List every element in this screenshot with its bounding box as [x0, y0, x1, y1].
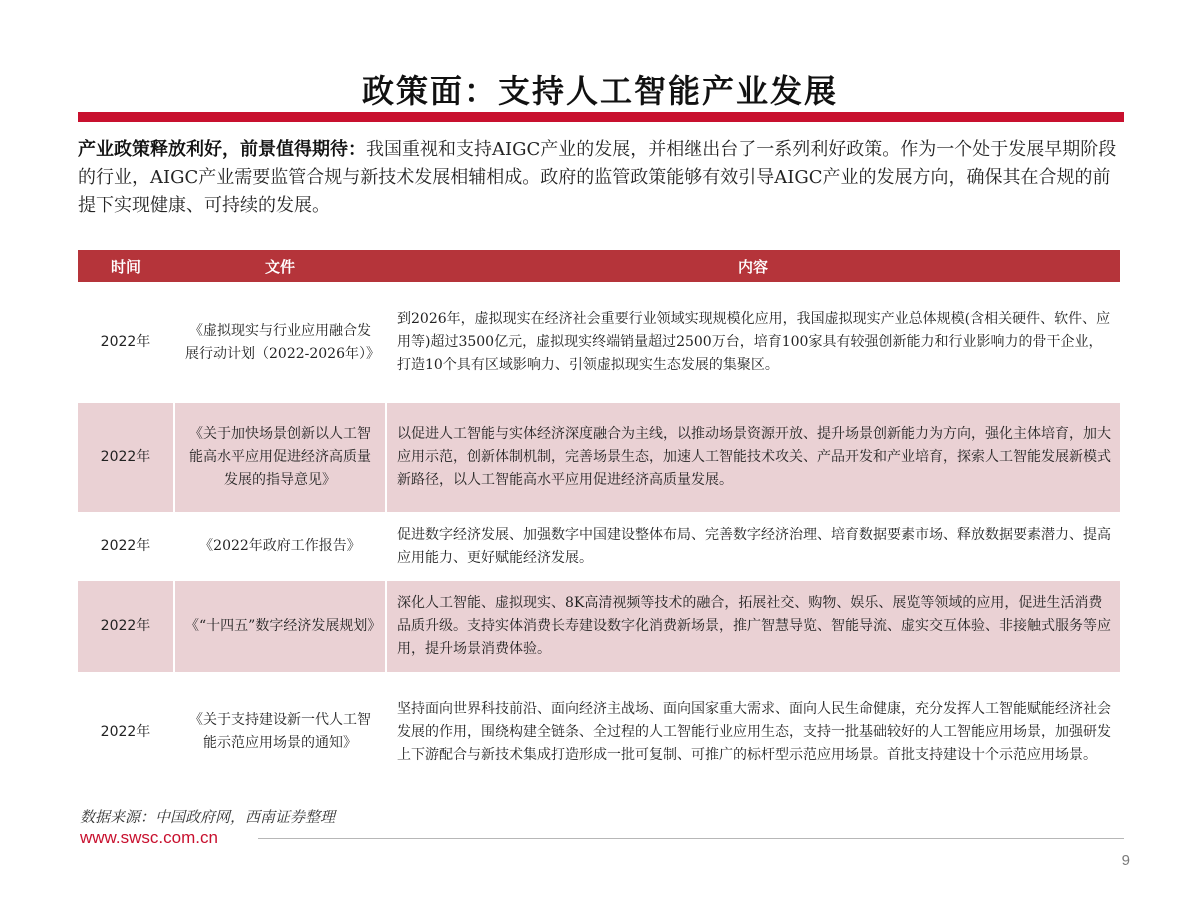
table-header-row — [78, 250, 1120, 284]
header-time: 时间 — [78, 250, 174, 284]
title-divider — [78, 112, 1124, 122]
intro-paragraph — [78, 136, 1128, 220]
row-document: 《“十四五”数字经济发展规划》 — [174, 580, 386, 674]
row-document: 《关于加快场景创新以人工智能高水平应用促进经济高质量发展的指导意见》 — [174, 402, 386, 514]
footer-divider — [258, 838, 1124, 839]
data-source-note: 数据来源：中国政府网，西南证券整理 — [80, 808, 336, 826]
row-document: 《2022年政府工作报告》 — [174, 514, 386, 580]
row-content: 深化人工智能、虚拟现实、8K高清视频等技术的融合，拓展社交、购物、娱乐、展览等领域的应用，促进生活消费品质升级。支持实体消费长寿建设数字化消费新场景，推广智慧导览、智能导流、虚实交互体验、非接触式服务等应用，提升场景消费体验。 — [386, 580, 1120, 674]
row-document: 《关于支持建设新一代人工智能示范应用场景的通知》 — [174, 674, 386, 790]
row-year: 2022年 — [78, 514, 174, 580]
row-content: 到2026年，虚拟现实在经济社会重要行业领域实现规模化应用，我国虚拟现实产业总体规模(含相关硬件、软件、应用等)超过3500亿元，虚拟现实终端销量超过2500万台，培育100家具有较强创新能力和行业影响力的骨干企业，打造10个具有区域影响力、引领虚拟现实生态发展的集聚区。 — [386, 284, 1120, 402]
row-content: 以促进人工智能与实体经济深度融合为主线，以推动场景资源开放、提升场景创新能力为方向，强化主体培育，加大应用示范，创新体制机制，完善场景生态，加速人工智能技术攻关、产品开发和产业培育，探索人工智能发展新模式新路径，以人工智能高水平应用促进经济高质量发展。 — [386, 402, 1120, 514]
row-year: 2022年 — [78, 284, 174, 402]
table-row — [78, 674, 1120, 790]
table-row — [78, 580, 1120, 674]
header-content: 内容 — [386, 250, 1120, 284]
page-title: 政策面：支持人工智能产业发展 — [361, 72, 838, 110]
row-content: 促进数字经济发展、加强数字中国建设整体布局、完善数字经济治理、培育数据要素市场、释放数据要素潜力、提高应用能力、更好赋能经济发展。 — [386, 514, 1120, 580]
row-year: 2022年 — [78, 580, 174, 674]
row-year: 2022年 — [78, 402, 174, 514]
intro-lead: 产业政策释放利好，前景值得期待： — [78, 139, 366, 160]
table-row — [78, 284, 1120, 402]
table-row — [78, 402, 1120, 514]
table-row — [78, 514, 1120, 580]
website-link[interactable]: www.swsc.com.cn — [80, 828, 218, 847]
policy-table — [78, 250, 1120, 790]
header-document: 文件 — [174, 250, 386, 284]
page-number: 9 — [1121, 852, 1130, 869]
row-document: 《虚拟现实与行业应用融合发展行动计划（2022-2026年）》 — [174, 284, 386, 402]
row-content: 坚持面向世界科技前沿、面向经济主战场、面向国家重大需求、面向人民生命健康，充分发挥人工智能赋能经济社会发展的作用，围绕构建全链条、全过程的人工智能行业应用生态，支持一批基础较好的人工智能应用场景，加强研发上下游配合与新技术集成打造形成一批可复制、可推广的标杆型示范应用场景。首批支持建设十个示范应用场景。 — [386, 674, 1120, 790]
intro-text: 我国重视和支持AIGC产业的发展，并相继出台了一系列利好政策。作为一个处于发展早期阶段的行业，AIGC产业需要监管合规与新技术发展相辅相成。政府的监管政策能够有效引导AIGC产业的发展方向，确保其在合规的前提下实现健康、可持续的发展。 — [78, 139, 1117, 216]
row-year: 2022年 — [78, 674, 174, 790]
